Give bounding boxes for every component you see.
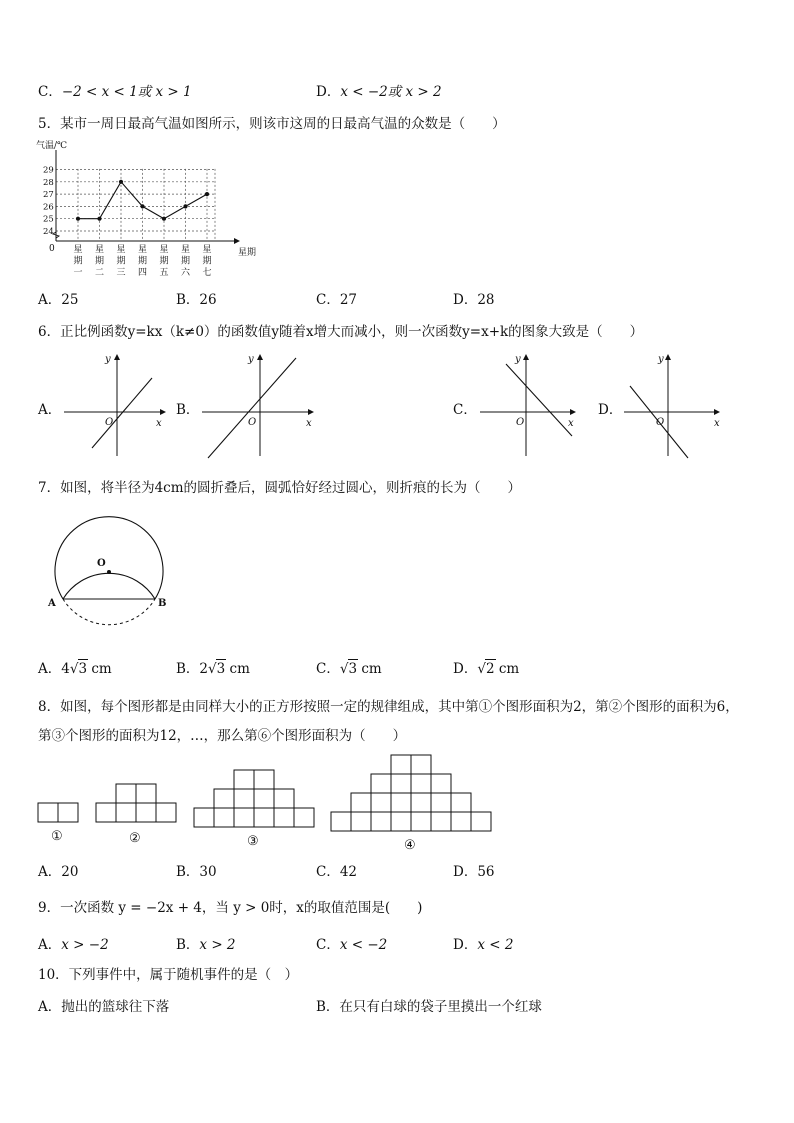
q10-option-b-label: B． — [316, 999, 340, 1015]
q5-point-4 — [162, 217, 166, 221]
q8-stem-line1: 8．如图，每个图形都是由同样大小的正方形按照一定的规律组成，其中第①个图形面积为2，第②个图形的面积为6， — [38, 699, 739, 715]
q7-option-a-coef: 4 — [61, 661, 70, 677]
q5-xtick-5-2: 六 — [181, 268, 191, 278]
q5-xtick-3-0: 星 — [138, 245, 148, 255]
q5-option-c-label: C． — [316, 292, 340, 308]
q8-option-d — [453, 864, 495, 880]
q9-option-c-label: C． — [316, 937, 340, 953]
q7-option-a-label: A． — [38, 661, 62, 677]
q5-option-b-text: 26 — [199, 292, 217, 308]
q4-option-c — [38, 84, 192, 100]
q8-label-1: ① — [51, 829, 63, 844]
q6-graph-d — [622, 352, 732, 462]
q5-line-chart — [36, 138, 256, 288]
q8-figure-4 — [331, 755, 491, 831]
q6-graph-b-y-label: y — [248, 354, 254, 365]
q5-xtick-5-1: 期 — [181, 256, 191, 267]
q7-option-c-radical-sign: √ — [339, 661, 349, 677]
q7-option-d — [453, 661, 519, 677]
q7-stem: 7．如图，将半径为4cm的圆折叠后，圆弧恰好经过圆心，则折痕的长为（ ） — [38, 480, 522, 496]
q7-folded-arc — [63, 573, 155, 599]
q9-option-c-text: x < −2 — [339, 937, 388, 953]
q6-stem: 6．正比例函数y=kx（k≠0）的函数值y随着x增大而减小，则一次函数y=x+k的图象大致是（ ） — [38, 324, 644, 340]
q8-option-b-text: 30 — [199, 864, 217, 880]
q7-center-point — [107, 570, 111, 574]
q6-graph-c — [478, 352, 588, 462]
q8-label-2: ② — [129, 831, 141, 846]
q9-option-a-label: A． — [38, 937, 62, 953]
q8-option-c-text: 42 — [339, 864, 358, 880]
q7-option-b-coef: 2 — [199, 661, 209, 677]
q7-option-d-radicand: 2 — [485, 661, 495, 677]
q5-option-a-label: A． — [38, 292, 62, 308]
q4-option-d-text: x < −2或 x > 2 — [340, 84, 442, 100]
q7-option-c-unit: cm — [361, 661, 382, 677]
q6-graph-a-origin: O — [105, 417, 114, 428]
q4-option-d-label: D． — [316, 84, 341, 100]
q9-option-b — [176, 937, 236, 953]
q9-option-a — [38, 937, 109, 953]
q5-point-6 — [205, 192, 209, 196]
q8-option-a-text: 20 — [61, 864, 79, 880]
q9-option-d-label: D． — [453, 937, 478, 953]
q8-figure-2 — [96, 784, 176, 822]
q5-ytick-27: 27 — [43, 190, 54, 201]
q6-graph-c-y-label: y — [515, 354, 521, 365]
q5-ytick-29: 29 — [43, 165, 54, 176]
q5-ytick-25: 25 — [43, 214, 54, 225]
q6-graph-c-origin: O — [516, 417, 525, 428]
q8-stem-line2: 第③个图形的面积为12，…，那么第⑥个图形面积为（ ） — [38, 728, 407, 744]
q6-option-a-label: A． — [38, 402, 62, 418]
q7-option-b-radicand: 3 — [216, 661, 226, 677]
q4-option-c-label: C． — [38, 84, 62, 100]
q5-option-c — [316, 292, 357, 308]
q7-option-b-radical-sign: √ — [208, 661, 217, 677]
q7-label-o: O — [97, 558, 106, 569]
q9-option-b-label: B． — [176, 937, 200, 953]
q5-xtick-2-1: 期 — [116, 256, 126, 267]
q7-option-a-unit: cm — [91, 661, 112, 677]
q8-option-b-label: B． — [176, 864, 200, 880]
q6-option-c-label: C． — [453, 402, 477, 418]
q5-x-axis-arrow — [234, 238, 240, 244]
q5-option-d-label: D． — [453, 292, 478, 308]
q9-option-b-text: x > 2 — [199, 937, 236, 953]
q6-option-d-label: D． — [598, 402, 623, 418]
q10-option-a-text: 抛出的篮球往下落 — [61, 999, 170, 1015]
q5-ytick-26: 26 — [43, 202, 54, 213]
q7-option-a-radicand: 3 — [78, 661, 88, 677]
q5-xtick-0-1: 期 — [73, 256, 83, 267]
q6-graph-b-x-label: x — [306, 418, 312, 429]
q6-graph-c-x-label: x — [568, 418, 574, 429]
q7-option-c-radicand: 3 — [348, 661, 358, 677]
q9-option-a-text: x > −2 — [61, 937, 109, 953]
q5-xtick-2-0: 星 — [116, 245, 126, 255]
q6-graph-a-y-label: y — [105, 354, 111, 365]
q5-xtick-0-2: 一 — [73, 268, 83, 278]
q6-graph-d-y-label: y — [658, 354, 664, 365]
q5-point-0 — [76, 217, 80, 221]
q5-point-2 — [119, 180, 123, 184]
q5-xtick-6-0: 星 — [202, 245, 212, 255]
q6-graph-a-x-label: x — [156, 418, 162, 429]
q7-option-d-label: D． — [453, 661, 478, 677]
q5-xtick-0-0: 星 — [73, 245, 83, 255]
q7-circle-upper-arc — [55, 517, 163, 599]
q8-figure-1 — [38, 803, 78, 822]
q7-label-a: A — [48, 598, 56, 609]
q5-xtick-4-0: 星 — [159, 245, 169, 255]
q6-graph-d-origin: O — [656, 417, 665, 428]
q4-option-c-text: −2 < x < 1或 x > 1 — [61, 84, 192, 100]
q5-option-a — [38, 292, 78, 308]
q8-option-b — [176, 864, 217, 880]
q10-option-b — [316, 999, 542, 1015]
q7-option-c — [316, 661, 382, 677]
q4-option-d — [316, 84, 442, 100]
q5-xtick-6-1: 期 — [202, 256, 212, 267]
q7-option-b-label: B． — [176, 661, 200, 677]
q9-option-d — [453, 937, 513, 953]
q6-graph-a — [62, 352, 172, 462]
q5-option-d — [453, 292, 495, 308]
q5-xtick-1-0: 星 — [95, 245, 105, 255]
q5-xtick-3-1: 期 — [138, 256, 148, 267]
q10-option-b-text: 在只有白球的袋子里摸出一个红球 — [339, 999, 542, 1015]
q8-option-d-text: 56 — [477, 864, 495, 880]
q8-option-c-label: C． — [316, 864, 340, 880]
q7-option-a-radical-sign: √ — [69, 661, 79, 677]
q7-option-b — [176, 661, 250, 677]
q9-stem: 9．一次函数 y = −2x + 4，当 y > 0时，x的取值范围是( ) — [38, 900, 423, 916]
q7-label-b: B — [158, 598, 167, 609]
q5-xtick-6-2: 七 — [202, 268, 212, 278]
q6-graph-a-line — [92, 378, 152, 448]
q5-xtick-1-1: 期 — [95, 256, 105, 267]
q5-point-5 — [183, 204, 187, 208]
q6-graph-d-x-label: x — [714, 418, 720, 429]
q7-circle-figure — [40, 512, 180, 642]
q7-option-d-unit: cm — [498, 661, 520, 677]
q6-graph-b-origin: O — [248, 417, 257, 428]
q5-xtick-4-2: 五 — [159, 268, 169, 278]
q8-squares-figure — [36, 752, 496, 852]
q5-x-axis-label: 星期 — [238, 248, 257, 258]
q7-option-d-radical-sign: √ — [477, 661, 486, 677]
q6-option-b-label: B． — [176, 402, 200, 418]
q5-xtick-3-2: 四 — [138, 268, 148, 278]
q5-xtick-2-2: 三 — [116, 268, 126, 278]
q5-point-3 — [140, 204, 144, 208]
q5-option-a-text: 25 — [61, 292, 79, 308]
q5-y-axis-label: 气温/℃ — [36, 141, 68, 151]
q5-point-1 — [97, 217, 101, 221]
q9-option-c — [316, 937, 387, 953]
q5-stem: 5．某市一周日最高气温如图所示，则该市这周的日最高气温的众数是（ ） — [38, 116, 506, 132]
q8-figure-3 — [194, 770, 314, 827]
q5-origin-label: 0 — [49, 244, 55, 254]
q8-option-d-label: D． — [453, 864, 478, 880]
q8-label-4: ④ — [404, 838, 416, 853]
q5-ytick-24: 24 — [43, 227, 54, 237]
q7-option-b-unit: cm — [229, 661, 250, 677]
q5-option-b — [176, 292, 217, 308]
q6-graph-b — [200, 352, 320, 462]
q5-xtick-1-2: 二 — [95, 268, 105, 278]
q6-graph-b-line — [208, 358, 296, 458]
q9-option-d-text: x < 2 — [477, 937, 514, 953]
q7-option-c-label: C． — [316, 661, 340, 677]
q10-stem: 10．下列事件中，属于随机事件的是（ ） — [38, 967, 299, 983]
q7-circle-dashed-arc — [63, 599, 155, 625]
q8-option-a — [38, 864, 78, 880]
q5-option-c-text: 27 — [339, 292, 358, 308]
q5-xtick-4-1: 期 — [159, 256, 169, 267]
q8-option-c — [316, 864, 357, 880]
q10-option-a-label: A． — [38, 999, 62, 1015]
q7-option-a — [38, 661, 112, 677]
q8-option-a-label: A． — [38, 864, 62, 880]
q8-label-3: ③ — [247, 834, 259, 849]
q5-ytick-28: 28 — [43, 177, 54, 188]
q5-option-d-text: 28 — [477, 292, 495, 308]
q10-option-a — [38, 999, 169, 1015]
q5-option-b-label: B． — [176, 292, 200, 308]
q5-xtick-5-0: 星 — [181, 245, 191, 255]
